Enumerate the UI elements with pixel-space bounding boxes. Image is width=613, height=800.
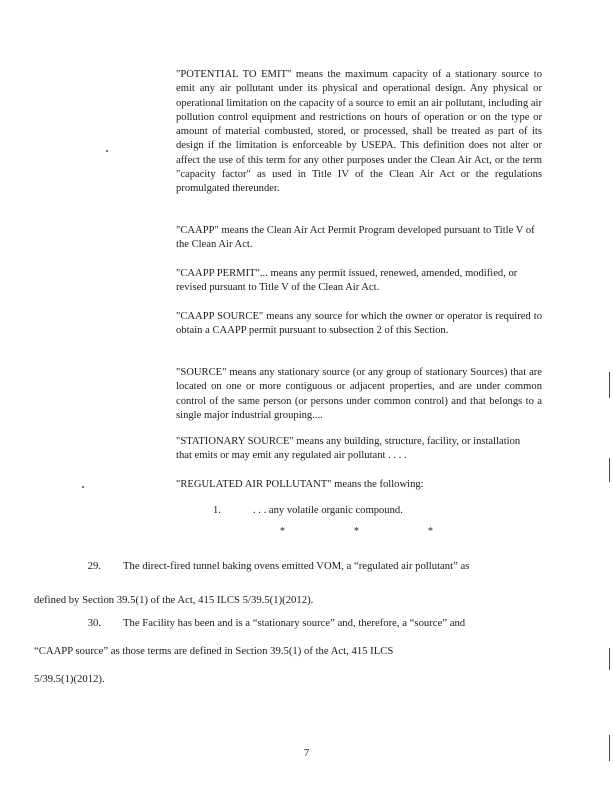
definition-caapp-permit: "CAAPP PERMIT"... means any permit issued, renewed, amended, modified, or revised pursuant to Title V of the Clean Air Act. xyxy=(176,268,518,294)
paragraph-text: The direct-fired tunnel baking ovens emitted VOM, a “regulated air pollutant” as xyxy=(123,560,470,572)
scan-margin-mark xyxy=(609,372,610,398)
paragraph-number: 29. xyxy=(87,560,101,572)
scan-speck xyxy=(82,486,84,488)
definition-caapp: "CAAPP" means the Clean Air Act Permit Program developed pursuant to Title V of the Clean Air Act. xyxy=(176,225,535,251)
definition-potential-to-emit: "POTENTIAL TO EMIT" means the maximum capacity of a stationary source to emit any air pollutant under its physical and operational design. Any physical or operational limitation on the capacity of a source to emit an air pollutant, including air pollution control equipment and restrictions on hours of operation or on the type or amount of material combusted, stored, or processed, shall be treated as part of its design if the limitation is enforceable by USEPA. This definition does not alter or affect the use of this term for any other purposes under the Clean Air Act, or the term "capacity factor" as used in Title IV of the Clean Air Act or the regulations promulgated thereunder. xyxy=(176,69,542,195)
definition-regulated-air-pollutant: "REGULATED AIR POLLUTANT" means the following: xyxy=(176,479,424,490)
paragraph-30-line-3: 5/39.5(1)(2012). xyxy=(34,673,105,685)
paragraph-29-line-2: defined by Section 39.5(1) of the Act, 415 ILCS 5/39.5(1)(2012). xyxy=(34,594,314,606)
pollutant-item-number: 1. xyxy=(213,505,221,516)
omission-star: * xyxy=(280,526,285,537)
page-number: 7 xyxy=(303,747,310,759)
omission-star: * xyxy=(354,526,359,537)
paragraph-30-line-1 xyxy=(34,617,546,629)
paragraph-number: 30. xyxy=(87,617,101,629)
scan-margin-mark xyxy=(609,458,610,482)
scan-margin-mark xyxy=(609,735,610,761)
scan-speck xyxy=(106,150,108,152)
paragraph-29-line-1 xyxy=(34,560,546,572)
pollutant-item-text: . . . any volatile organic compound. xyxy=(253,505,403,516)
pollutant-list-item xyxy=(213,505,403,516)
paragraph-30-line-2: “CAAPP source” as those terms are defined in Section 39.5(1) of the Act, 415 ILCS xyxy=(34,645,394,657)
paragraph-text: The Facility has been and is a “stationary source” and, therefore, a “source” and xyxy=(123,617,466,629)
definition-caapp-source: "CAAPP SOURCE" means any source for which the owner or operator is required to obtain a CAAPP permit pursuant to subsection 2 of this Section. xyxy=(176,311,542,337)
omission-star: * xyxy=(428,526,433,537)
definition-stationary-source: "STATIONARY SOURCE" means any building, structure, facility, or installation that emits or may emit any regulated air pollutant . . . . xyxy=(176,436,521,462)
scan-margin-mark xyxy=(609,648,610,670)
definition-source: "SOURCE" means any stationary source (or any group of stationary Sources) that are located on one or more contiguous or adjacent properties, and are under common control of the same person (or persons under common control) and that belongs to a single major industrial grouping.... xyxy=(176,367,542,421)
